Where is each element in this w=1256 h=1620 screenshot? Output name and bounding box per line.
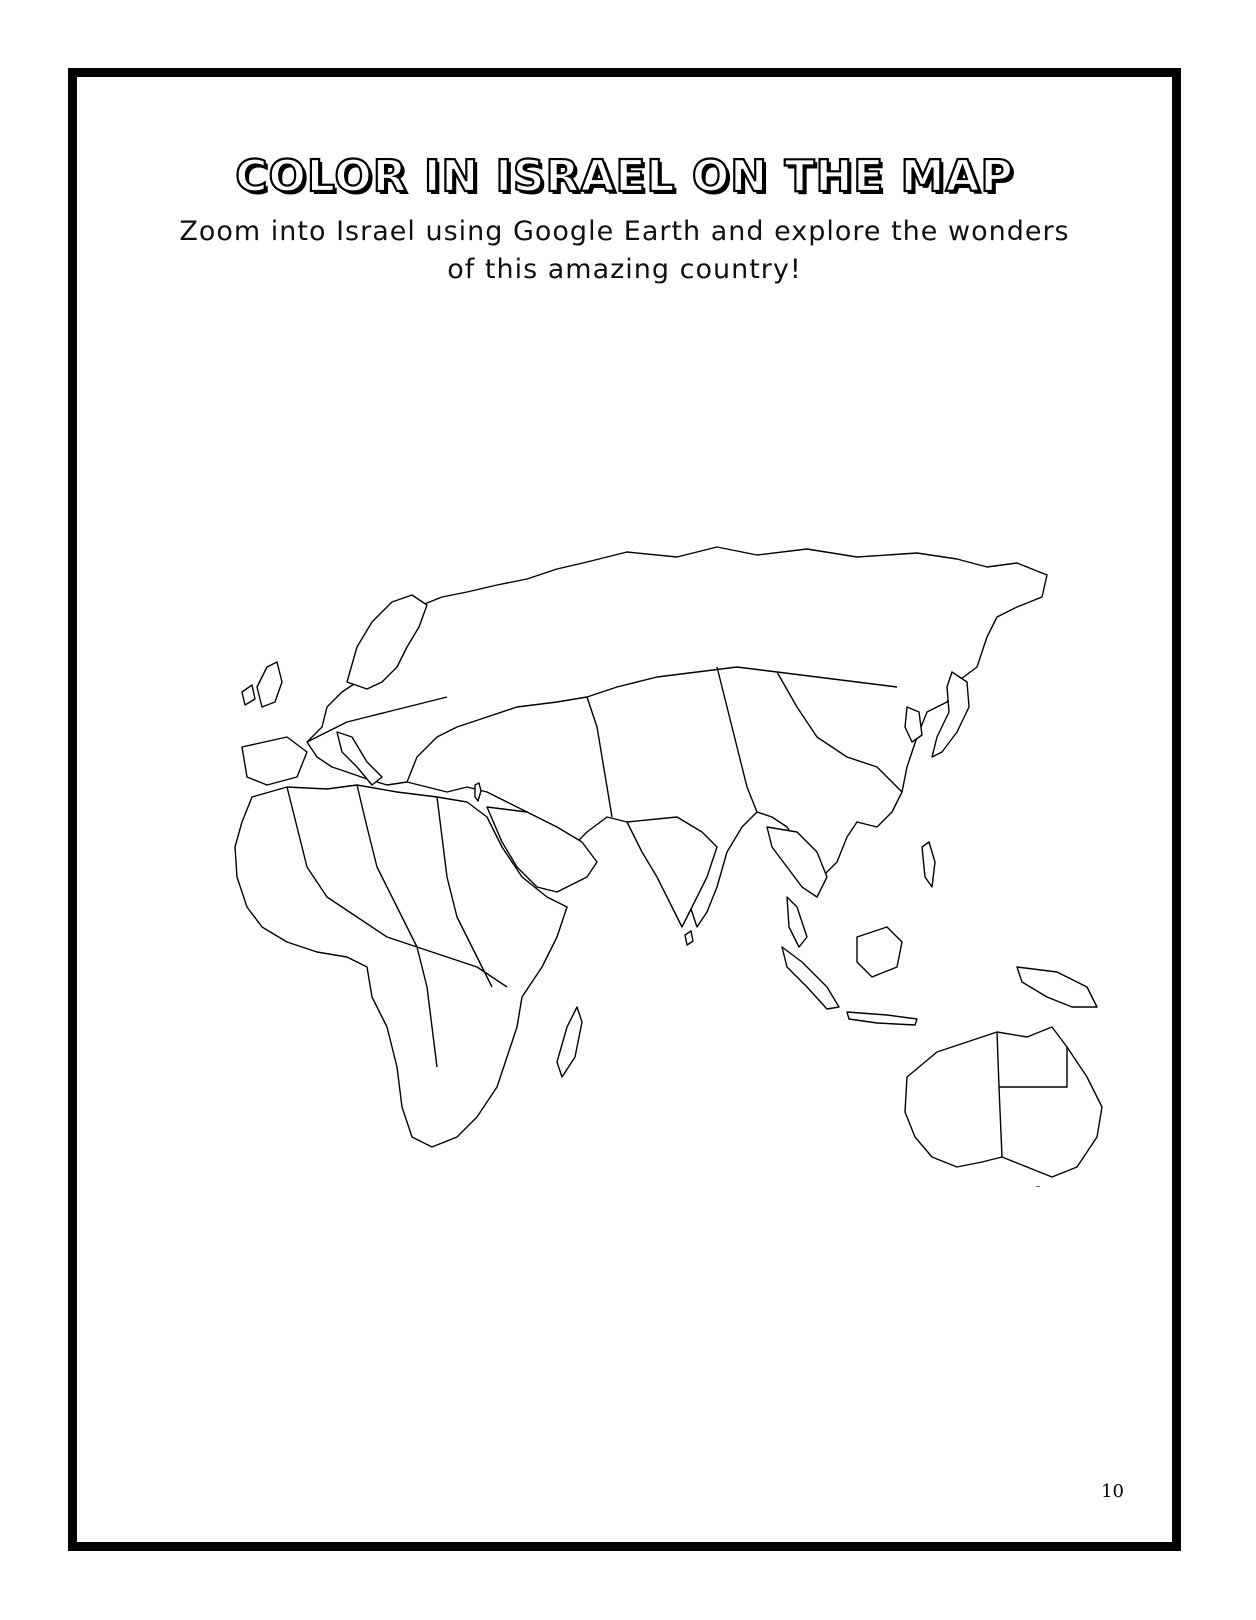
page-number: 10	[1101, 1481, 1124, 1502]
sri-lanka-outline[interactable]	[685, 931, 693, 945]
philippines-outline[interactable]	[922, 842, 935, 887]
new-zealand-outline[interactable]	[1142, 1157, 1157, 1187]
map-svg	[157, 467, 1157, 1187]
australia-outline[interactable]	[905, 1027, 1102, 1177]
borneo-outline[interactable]	[857, 927, 902, 977]
israel-outline[interactable]	[475, 783, 481, 801]
world-outline-map[interactable]	[157, 467, 1157, 1187]
ireland-outline[interactable]	[242, 685, 255, 705]
sumatra-outline[interactable]	[782, 947, 839, 1009]
malay-peninsula-outline[interactable]	[787, 897, 807, 947]
page-title: COLOR IN ISRAEL ON THE MAP	[235, 151, 1014, 202]
instructions	[167, 213, 1082, 289]
page-frame	[68, 68, 1181, 1551]
new-guinea-outline[interactable]	[1017, 967, 1097, 1007]
instructions-line-2: of this amazing country!	[447, 254, 802, 285]
instructions-line-1: Zoom into Israel using Google Earth and explore the wonders	[179, 216, 1070, 247]
uk-outline[interactable]	[257, 662, 282, 707]
madagascar-outline[interactable]	[557, 1007, 582, 1077]
java-outline[interactable]	[847, 1012, 917, 1025]
iberia-outline[interactable]	[242, 737, 307, 785]
